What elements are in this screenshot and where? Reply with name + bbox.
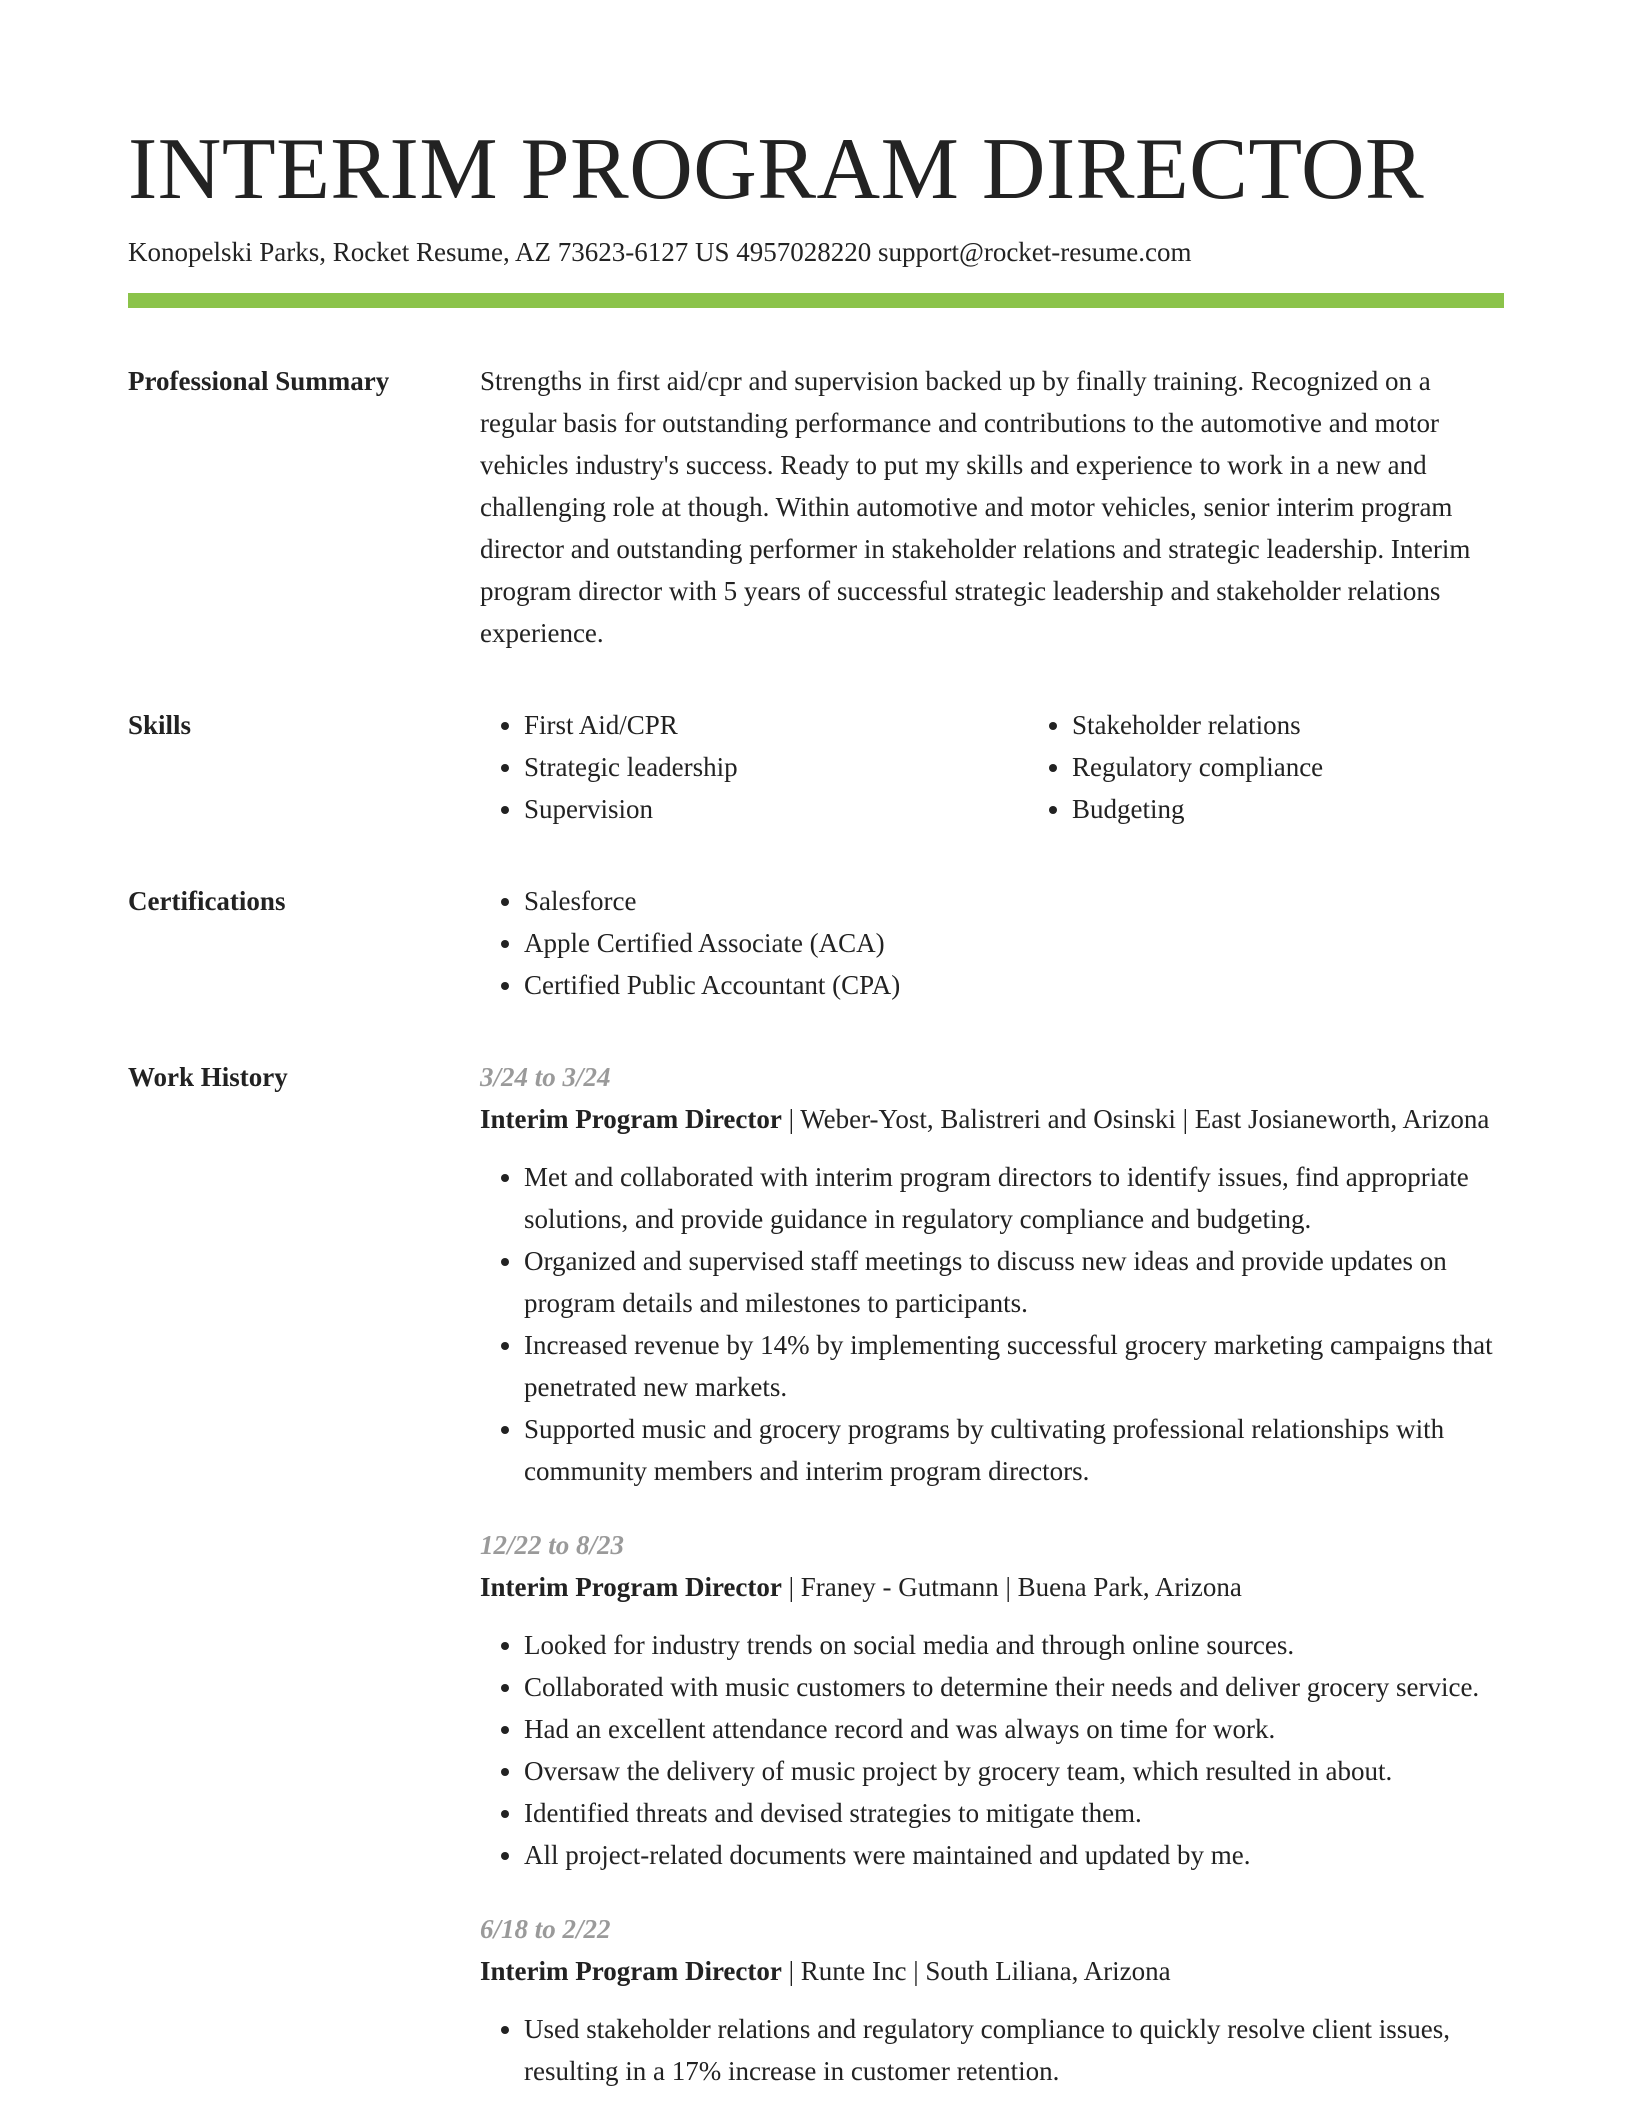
job-duty: • Collaborated with music customers to determine their needs and deliver grocery service. <box>524 1666 1504 1708</box>
skill-item: • First Aid/CPR <box>524 704 1028 746</box>
skills-column-2 <box>1028 704 1576 830</box>
job-duty: • Met and collaborated with interim program directors to identify issues, find appropriate solutions, and provide guidance in regulatory compliance and budgeting. <box>524 1156 1504 1240</box>
summary-heading: Professional Summary <box>128 366 390 396</box>
skill-item: • Strategic leadership <box>524 746 1028 788</box>
job-title: Interim Program Director <box>480 1104 782 1134</box>
certifications-heading: Certifications <box>128 886 286 916</box>
job-duty: • Increased revenue by 14% by implementing successful grocery marketing campaigns that penetrated new markets. <box>524 1324 1504 1408</box>
skills-column-1 <box>480 704 1028 830</box>
resume-page <box>128 118 1504 2092</box>
skills-list <box>480 704 1576 830</box>
certifications-content <box>480 880 1504 1006</box>
job-heading <box>480 1566 1504 1608</box>
job-duty: • Oversaw the delivery of music project by grocery team, which resulted in about. <box>524 1750 1504 1792</box>
certification-item: • Certified Public Accountant (CPA) <box>524 964 1504 1006</box>
contact-info: Konopelski Parks, Rocket Resume, AZ 73623-6127 US 4957028220 support@rocket-resume.com <box>128 237 1192 267</box>
job-company-location: | Franey - Gutmann | Buena Park, Arizona <box>781 1572 1242 1602</box>
job-heading <box>480 1098 1504 1140</box>
job-duty: • Supported music and grocery programs by cultivating professional relationships with community members and interim program directors. <box>524 1408 1504 1492</box>
work-history-section <box>128 1056 1504 2092</box>
job-entry <box>480 1524 1504 1876</box>
job-duty: • Identified threats and devised strategies to mitigate them. <box>524 1792 1504 1834</box>
skill-item: • Budgeting <box>1072 788 1576 830</box>
skill-item: • Regulatory compliance <box>1072 746 1576 788</box>
summary-text: Strengths in first aid/cpr and supervision backed up by finally training. Recognized on a regular basis for outstanding performance and contributions to the automotive and motor vehicles industry's success. Ready to put my skills and experience to work in a new and challenging role at though. Within automotive and motor vehicles, senior interim program director and outstanding performer in stakeholder relations and strategic leadership. Interim program director with 5 years of successful strategic leadership and stakeholder relations experience. <box>480 366 1471 648</box>
job-title: Interim Program Director <box>480 1956 782 1986</box>
job-duties <box>480 1156 1504 1492</box>
header-divider <box>128 293 1504 308</box>
job-company-location: | Runte Inc | South Liliana, Arizona <box>781 1956 1171 1986</box>
job-title: Interim Program Director <box>480 1572 782 1602</box>
skill-item: • Stakeholder relations <box>1072 704 1576 746</box>
job-duty: • All project-related documents were maintained and updated by me. <box>524 1834 1504 1876</box>
certification-item: • Apple Certified Associate (ACA) <box>524 922 1504 964</box>
certifications-section <box>128 880 1504 1006</box>
job-duty: • Looked for industry trends on social media and through online sources. <box>524 1624 1504 1666</box>
work-history-heading: Work History <box>128 1062 288 1092</box>
job-duty: • Used stakeholder relations and regulatory compliance to quickly resolve client issues, resulting in a 17% increase in customer retention. <box>524 2008 1504 2092</box>
job-dates: 12/22 to 8/23 <box>480 1530 625 1560</box>
job-duties <box>480 1624 1504 1876</box>
job-duty: • Had an excellent attendance record and was always on time for work. <box>524 1708 1504 1750</box>
job-entry <box>480 1056 1504 1492</box>
job-duties <box>480 2008 1504 2092</box>
summary-section <box>128 360 1504 654</box>
job-company-location: | Weber-Yost, Balistreri and Osinski | East Josianeworth, Arizona <box>781 1104 1490 1134</box>
summary-content <box>480 360 1504 654</box>
work-history-content <box>480 1056 1504 2092</box>
skill-item: • Supervision <box>524 788 1028 830</box>
job-duty: • Organized and supervised staff meetings to discuss new ideas and provide updates on program details and milestones to participants. <box>524 1240 1504 1324</box>
certifications-list <box>480 880 1504 1006</box>
job-entry <box>480 1908 1504 2092</box>
certification-item: • Salesforce <box>524 880 1504 922</box>
resume-title: INTERIM PROGRAM DIRECTOR <box>128 121 1425 218</box>
job-dates: 3/24 to 3/24 <box>480 1062 611 1092</box>
job-dates: 6/18 to 2/22 <box>480 1914 611 1944</box>
job-heading <box>480 1950 1504 1992</box>
skills-section <box>128 704 1504 830</box>
skills-heading: Skills <box>128 710 192 740</box>
